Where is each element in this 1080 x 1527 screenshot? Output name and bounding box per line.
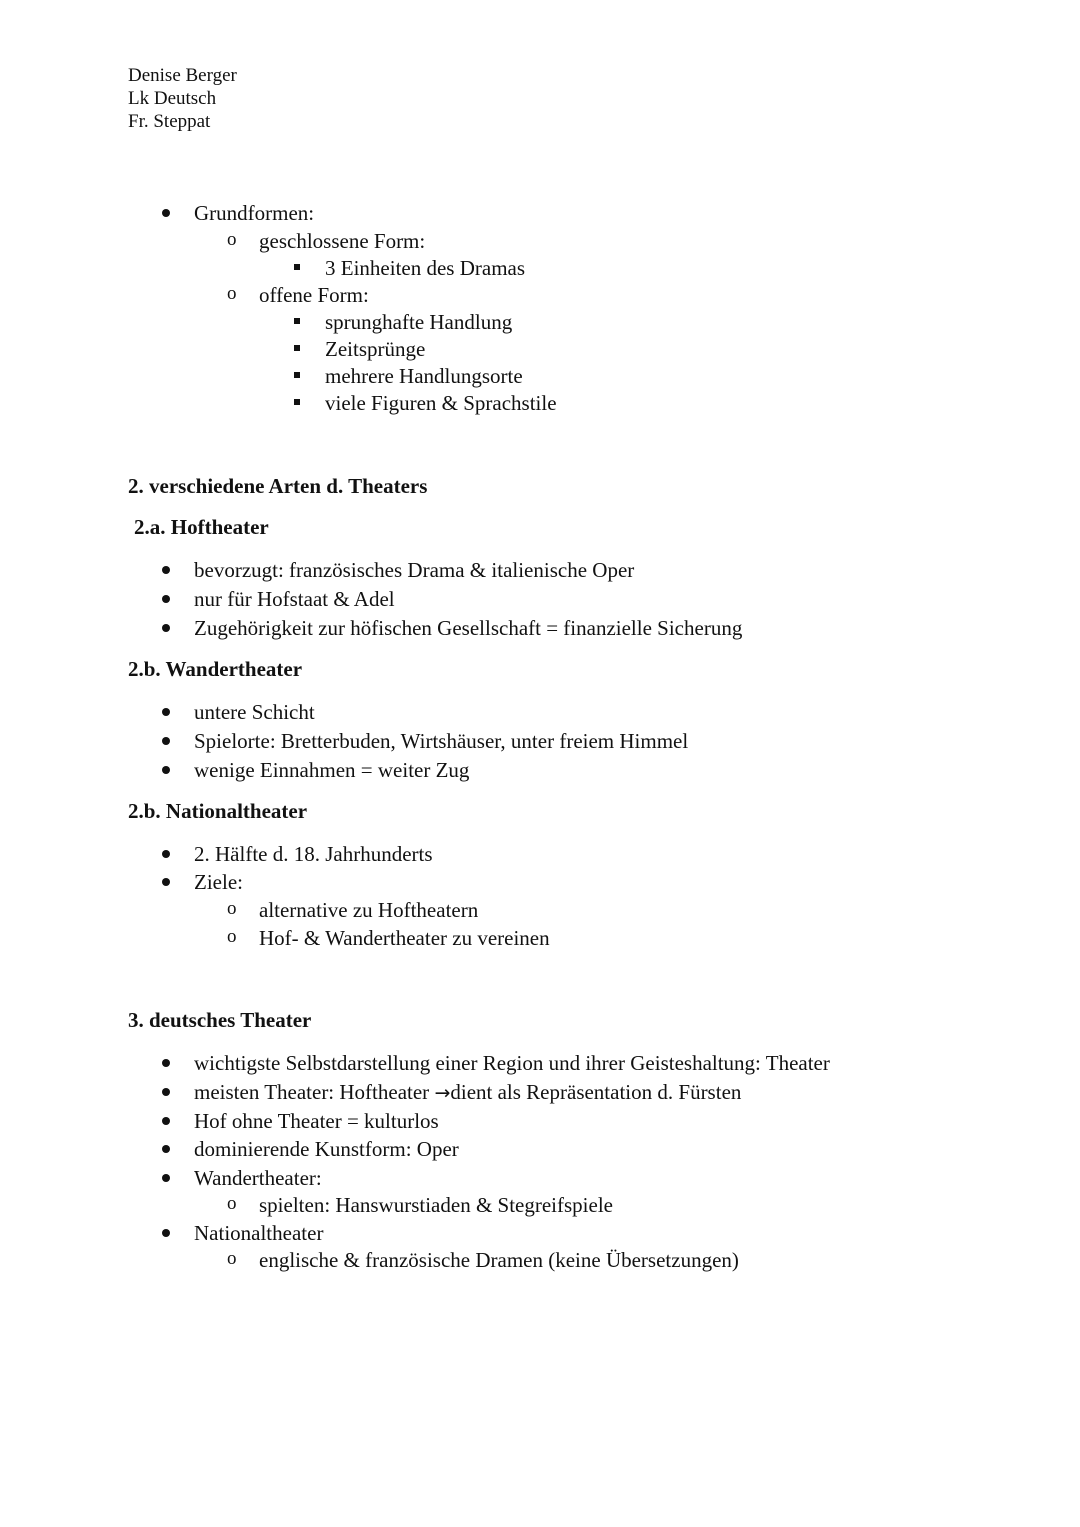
theater-item: wichtigste Selbstdarstellung einer Region und ihrer Geisteshaltung: Theater (194, 1051, 830, 1075)
bullet-circle-icon: o (227, 229, 237, 250)
theater-item (194, 1082, 741, 1103)
bullet-square-icon (294, 264, 300, 270)
bullet-square-icon (294, 345, 300, 351)
wandertheater-heading: 2.b. Wandertheater (128, 657, 303, 681)
theater-item: dominierende Kunstform: Oper (194, 1137, 459, 1161)
nationaltheater-item: Ziele: (194, 870, 243, 894)
course-name: Lk Deutsch (128, 88, 217, 109)
bullet-dot-icon (162, 1229, 170, 1237)
nationaltheater-item: 2. Hälfte d. 18. Jahrhunderts (194, 842, 433, 866)
wandertheater-item: Spielorte: Bretterbuden, Wirtshäuser, unter freiem Himmel (194, 729, 689, 753)
bullet-circle-icon: o (227, 283, 237, 304)
offene-form-label: offene Form: (259, 283, 369, 307)
bullet-circle-icon: o (227, 926, 237, 947)
bullet-dot-icon (162, 624, 170, 632)
arrow-right-icon: → (434, 1082, 451, 1104)
theater-item-text: meisten Theater: Hoftheater (194, 1080, 435, 1104)
bullet-dot-icon (162, 878, 170, 886)
theater-item-continuation: dient als Repräsentation d. Fürsten (450, 1080, 742, 1104)
theater-item: Nationaltheater (194, 1221, 324, 1245)
offene-item: Zeitsprünge (325, 337, 426, 361)
bullet-dot-icon (162, 1145, 170, 1153)
bullet-dot-icon (162, 1088, 170, 1096)
bullet-dot-icon (162, 1117, 170, 1125)
bullet-square-icon (294, 372, 300, 378)
bullet-circle-icon: o (227, 898, 237, 919)
bullet-dot-icon (162, 566, 170, 574)
geschlossene-item: 3 Einheiten des Dramas (325, 256, 526, 280)
hoftheater-item: nur für Hofstaat & Adel (194, 587, 395, 611)
section-2-heading: 2. verschiedene Arten d. Theaters (128, 474, 428, 498)
bullet-circle-icon: o (227, 1248, 237, 1269)
bullet-dot-icon (162, 737, 170, 745)
theater-item: Wandertheater: (194, 1166, 322, 1190)
offene-item: mehrere Handlungsorte (325, 364, 523, 388)
bullet-square-icon (294, 399, 300, 405)
geschlossene-form-label: geschlossene Form: (259, 229, 426, 253)
ziele-item: Hof- & Wandertheater zu vereinen (259, 926, 550, 950)
bullet-dot-icon (162, 850, 170, 858)
nationaltheater-heading: 2.b. Nationaltheater (128, 799, 308, 823)
wandertheater-sub-item: spielten: Hanswurstiaden & Stegreifspiele (259, 1193, 613, 1217)
wandertheater-item: untere Schicht (194, 700, 315, 724)
bullet-dot-icon (162, 766, 170, 774)
grundformen-label: Grundformen: (194, 201, 315, 225)
bullet-dot-icon (162, 708, 170, 716)
hoftheater-item: bevorzugt: französisches Drama & italienische Oper (194, 558, 635, 582)
author-name: Denise Berger (128, 65, 237, 86)
wandertheater-item: wenige Einnahmen = weiter Zug (194, 758, 470, 782)
bullet-dot-icon (162, 1059, 170, 1067)
offene-item: viele Figuren & Sprachstile (325, 391, 557, 415)
hoftheater-heading: 2.a. Hoftheater (134, 515, 269, 539)
section-3-heading: 3. deutsches Theater (128, 1008, 312, 1032)
theater-item: Hof ohne Theater = kulturlos (194, 1109, 439, 1133)
hoftheater-item: Zugehörigkeit zur höfischen Gesellschaft = finanzielle Sicherung (194, 616, 743, 640)
bullet-circle-icon: o (227, 1193, 237, 1214)
bullet-square-icon (294, 318, 300, 324)
bullet-dot-icon (162, 1174, 170, 1182)
ziele-item: alternative zu Hoftheatern (259, 898, 479, 922)
nationaltheater-sub-item: englische & französische Dramen (keine Übersetzungen) (259, 1248, 739, 1272)
offene-item: sprunghafte Handlung (325, 310, 513, 334)
teacher-name: Fr. Steppat (128, 111, 211, 132)
bullet-dot-icon (162, 595, 170, 603)
bullet-dot-icon (162, 209, 170, 217)
